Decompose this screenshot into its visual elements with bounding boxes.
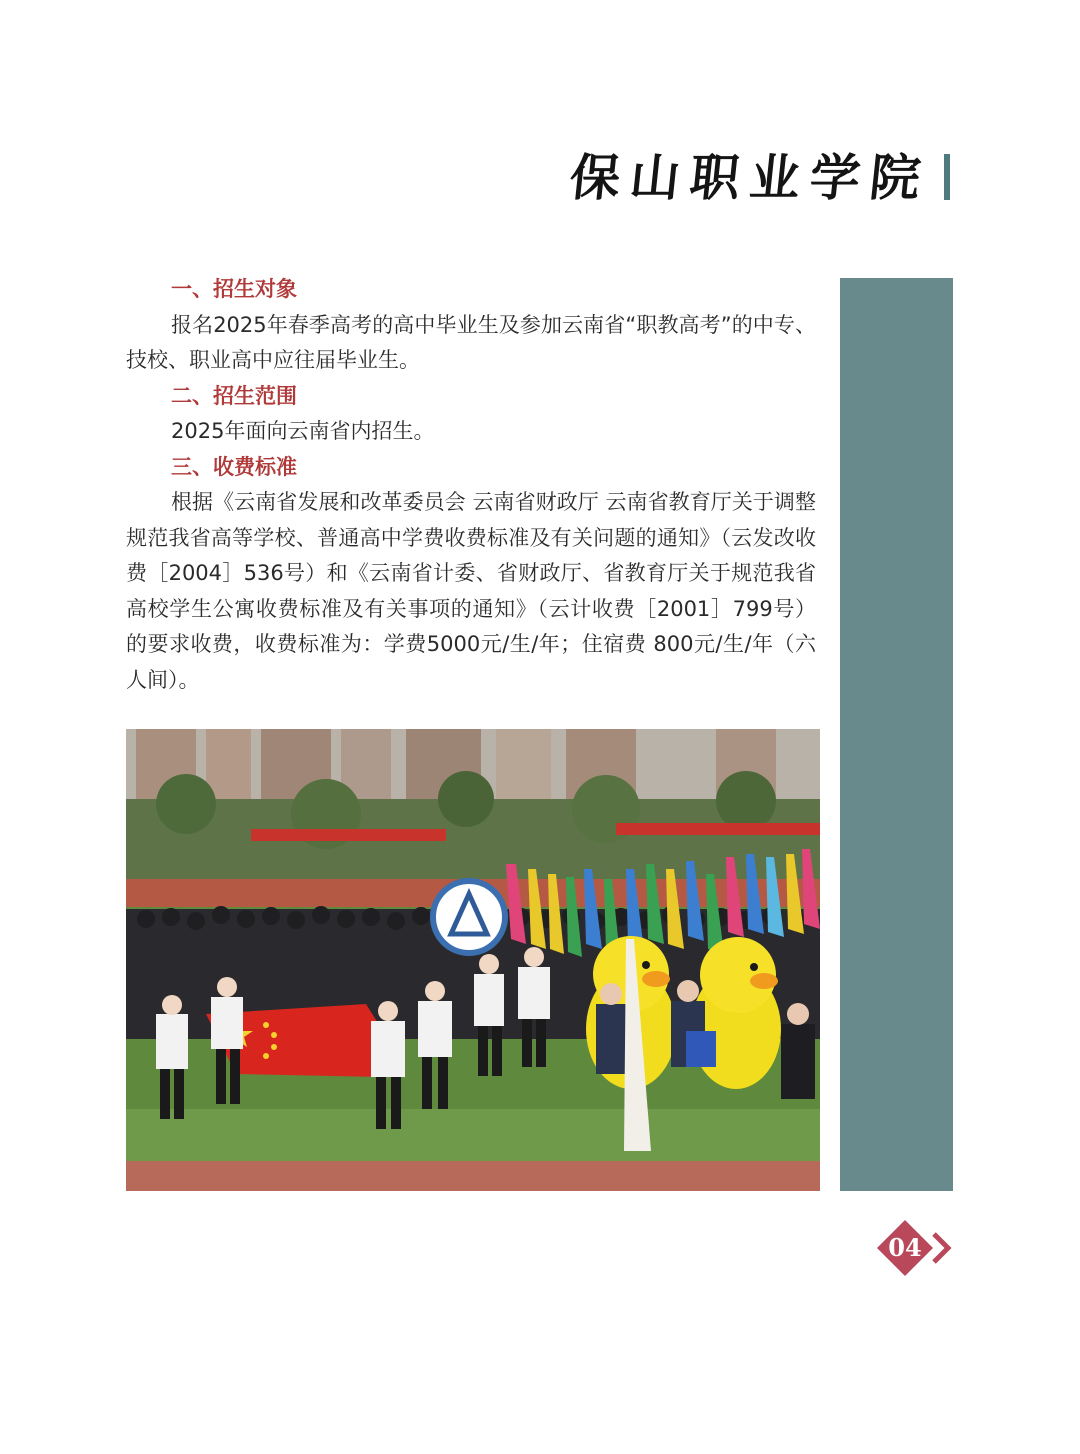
- section-text-enrollment-target: 报名2025年春季高考的高中毕业生及参加云南省“职教高考”的中专、技校、职业高中应往届毕业生。: [126, 312, 816, 372]
- page-number-badge: [874, 1220, 958, 1276]
- section-heading-enrollment-target: 一、招生对象: [171, 277, 297, 301]
- school-name-title: 保山职业学院: [566, 148, 934, 207]
- article-body: [126, 272, 816, 698]
- campus-sports-ceremony-photo: [126, 729, 820, 1191]
- page-number: 04: [888, 1233, 922, 1262]
- section-text-enrollment-scope: 2025年面向云南省内招生。: [171, 419, 435, 443]
- section-text-fee-standard: 根据《云南省发展和改革委员会 云南省财政厅 云南省教育厅关于调整规范我省高等学校、普通高中学费收费标准及有关问题的通知》（云发改收费［2004］536号）和《云南省计委、省财政厅、省教育厅关于规范我省高校学生公寓收费标准及有关事项的通知》（云计收费［2001］799号）的要求收费，收费标准为：学费5000元/生/年；住宿费 800元/生/年（六人间）。: [126, 490, 816, 692]
- decorative-side-band: [840, 278, 953, 1191]
- title-accent-bar: [944, 154, 950, 200]
- section-heading-fee-standard: 三、收费标准: [171, 454, 297, 479]
- section-heading-enrollment-scope: 二、招生范围: [171, 383, 297, 408]
